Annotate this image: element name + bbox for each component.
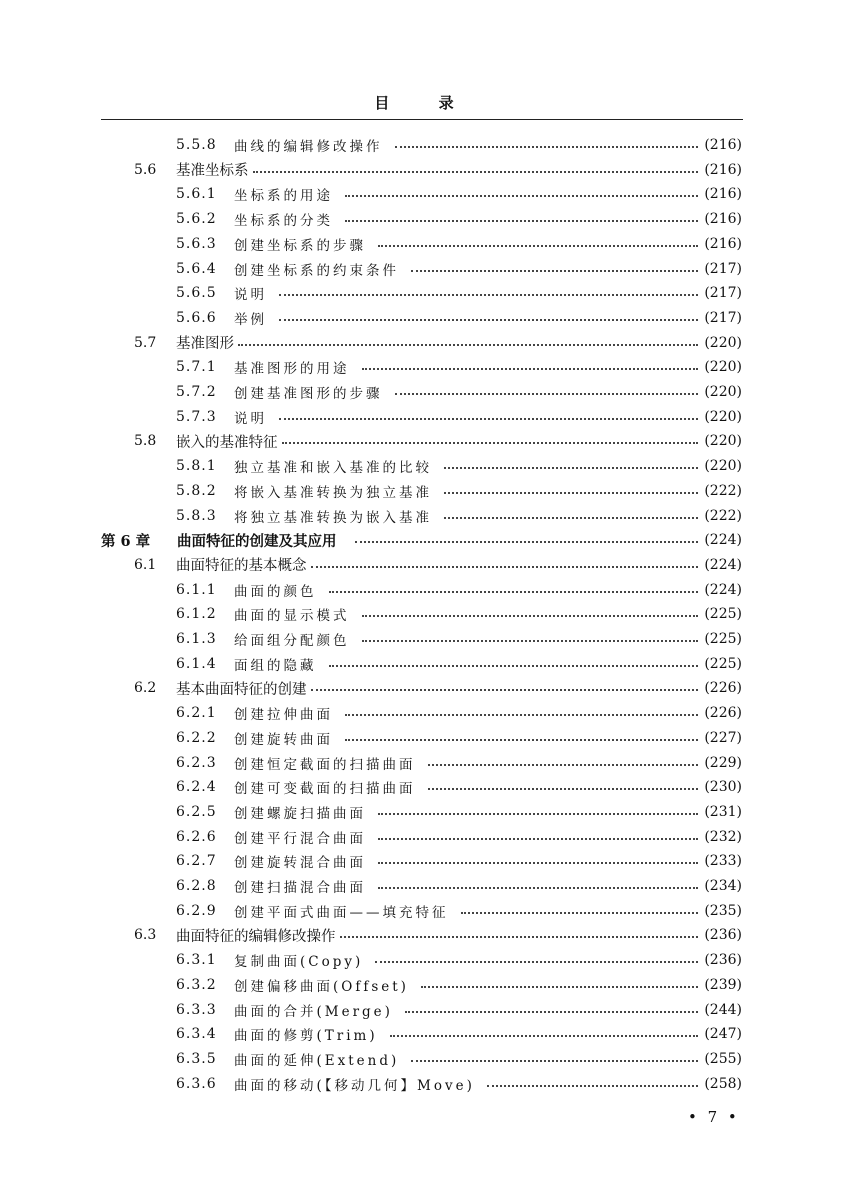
dot-leader (378, 813, 698, 815)
dot-leader (311, 689, 699, 691)
toc-subsection[interactable] (176, 405, 742, 429)
dot-leader (282, 442, 699, 444)
toc-number: 6.3.3 (176, 1001, 217, 1018)
toc-number: 5.6.5 (176, 285, 217, 302)
toc-title: 创建平面式曲面——填充特征 (234, 904, 449, 921)
dot-leader (362, 615, 699, 617)
toc-title: 创建可变截面的扫描曲面 (234, 781, 416, 798)
toc-number: 6.3.6 (176, 1075, 217, 1092)
toc-page: (227) (704, 729, 742, 746)
toc-chapter[interactable] (101, 528, 742, 552)
toc-page: (225) (704, 655, 742, 672)
toc-subsection[interactable] (176, 1022, 742, 1046)
toc-number: 5.6.6 (176, 309, 217, 326)
toc-title: 说明 (234, 287, 267, 304)
toc-title: 独立基准和嵌入基准的比较 (234, 460, 432, 477)
toc-title: 创建旋转曲面 (234, 731, 333, 748)
toc-page: (231) (704, 803, 742, 820)
toc-page: (216) (704, 186, 742, 203)
dot-leader (395, 393, 699, 395)
dot-leader (428, 788, 699, 790)
toc-section[interactable] (134, 923, 742, 947)
dot-leader (375, 961, 698, 963)
toc-number: 6.2.5 (176, 803, 217, 820)
toc-page: (216) (704, 211, 742, 228)
toc-number: 5.8.2 (176, 482, 217, 499)
toc-subsection[interactable] (176, 652, 742, 676)
toc-page: (239) (704, 976, 742, 993)
toc-subsection[interactable] (176, 825, 742, 849)
toc-page: (220) (704, 359, 742, 376)
toc-number: 6.2.1 (176, 705, 217, 722)
toc-title: 曲线的编辑修改操作 (234, 139, 383, 155)
toc-number: 6.2 (134, 680, 157, 697)
toc-title: 曲面的移动(【移动几何】Move) (234, 1077, 475, 1094)
toc-title: 创建偏移曲面(Offset) (234, 978, 409, 995)
toc-page: (244) (704, 1001, 742, 1018)
toc-subsection[interactable] (176, 701, 742, 725)
toc-page: (258) (704, 1075, 742, 1092)
toc-page: (225) (704, 631, 742, 647)
toc-page: (232) (704, 828, 742, 845)
toc-page: (216) (704, 161, 742, 178)
dot-leader (253, 171, 699, 173)
toc-title: 给面组分配颜色 (234, 633, 350, 649)
dot-leader (461, 912, 699, 914)
toc-section[interactable] (134, 158, 742, 182)
toc-subsection[interactable] (176, 602, 742, 626)
toc-page: (220) (704, 334, 742, 351)
toc-title: 创建旋转混合曲面 (234, 855, 366, 872)
dot-leader (345, 739, 698, 741)
toc-subsection[interactable] (176, 479, 742, 503)
toc-number: 6.2.2 (176, 729, 217, 746)
toc-section[interactable] (134, 553, 742, 577)
dot-leader (378, 245, 698, 247)
toc-number: 6.3.2 (176, 976, 217, 993)
toc-number: 5.6.3 (176, 235, 217, 252)
toc-subsection[interactable] (176, 726, 742, 750)
toc-number: 5.7.3 (176, 408, 217, 425)
toc-title: 基准图形的用途 (234, 361, 350, 378)
dot-leader (279, 418, 698, 420)
dot-leader (311, 566, 699, 568)
toc-page: (247) (704, 1026, 742, 1043)
toc-page: (255) (704, 1050, 742, 1067)
dot-leader (411, 270, 698, 272)
toc-subsection[interactable] (176, 257, 742, 281)
toc-number: 5.6.4 (176, 260, 217, 277)
toc-page: (222) (704, 507, 742, 524)
toc-page: (226) (704, 705, 742, 722)
toc-subsection[interactable] (176, 133, 742, 157)
dot-leader (487, 1085, 698, 1087)
toc-number: 5.7 (134, 334, 157, 351)
toc-title: 曲面特征的创建及其应用 (177, 532, 337, 550)
toc-page: (217) (704, 260, 742, 277)
toc-number: 5.6.1 (176, 186, 217, 203)
toc-title: 将嵌入基准转换为独立基准 (234, 484, 432, 501)
dot-leader (395, 146, 699, 148)
toc-number: 5.7.2 (176, 384, 217, 400)
toc-title: 创建基准图形的步骤 (234, 386, 383, 402)
toc-subsection[interactable] (176, 182, 742, 206)
toc-page: (224) (704, 556, 742, 573)
toc-title: 曲面特征的基本概念 (176, 558, 307, 575)
toc-title: 创建螺旋扫描曲面 (234, 805, 366, 822)
toc-title: 曲面的延伸(Extend) (234, 1052, 400, 1069)
toc-number: 第 6 章 (101, 532, 151, 550)
toc-page: (234) (704, 878, 742, 894)
toc-subsection[interactable] (176, 998, 742, 1022)
toc-title: 曲面的颜色 (234, 583, 317, 600)
toc-page: (233) (704, 853, 742, 870)
toc-title: 曲面的显示模式 (234, 608, 350, 625)
toc-section[interactable] (134, 676, 742, 700)
toc-subsection[interactable] (176, 454, 742, 478)
toc-title: 举例 (234, 311, 267, 328)
toc-title: 创建恒定截面的扫描曲面 (234, 756, 416, 773)
dot-leader (345, 195, 698, 197)
toc-number: 5.5.8 (176, 137, 217, 153)
toc-page: (224) (704, 581, 742, 598)
toc-title: 复制曲面(Copy) (234, 954, 364, 971)
dot-leader (428, 764, 699, 766)
page-header-title: 目 录 (374, 94, 476, 112)
dot-leader (411, 1060, 698, 1062)
toc-section[interactable] (134, 429, 742, 453)
dot-leader (345, 714, 698, 716)
toc-subsection[interactable] (176, 948, 742, 972)
toc-page: (220) (704, 408, 742, 425)
toc-page: (235) (704, 902, 742, 919)
toc-page: (226) (704, 680, 742, 697)
dot-leader (345, 220, 698, 222)
dot-leader (329, 591, 699, 593)
toc-number: 6.2.8 (176, 878, 217, 894)
toc-page: (216) (704, 137, 742, 153)
toc-number: 6.2.6 (176, 828, 217, 845)
toc-title: 曲面的修剪(Trim) (234, 1028, 378, 1045)
toc-page: (229) (704, 754, 742, 771)
dot-leader (238, 344, 698, 346)
toc-title: 坐标系的用途 (234, 188, 333, 205)
toc-title: 基准图形 (176, 336, 234, 353)
toc-title: 创建平行混合曲面 (234, 830, 366, 847)
toc-page: (236) (704, 927, 742, 944)
dot-leader (279, 319, 698, 321)
toc-number: 6.3.5 (176, 1050, 217, 1067)
toc-title: 基准坐标系 (176, 163, 249, 180)
toc-page: (222) (704, 482, 742, 499)
toc-number: 6.3.1 (176, 952, 217, 969)
toc-title: 曲面特征的编辑修改操作 (176, 928, 336, 945)
toc-subsection[interactable] (176, 627, 742, 651)
page-number: • 7 • (688, 1108, 740, 1126)
toc-title: 创建拉伸曲面 (234, 707, 333, 724)
toc-subsection[interactable] (176, 751, 742, 775)
toc-number: 5.8.3 (176, 507, 217, 524)
toc-page: (220) (704, 458, 742, 475)
dot-leader (362, 640, 699, 642)
toc-subsection[interactable] (176, 207, 742, 231)
toc-number: 6.2.9 (176, 902, 217, 919)
toc-number: 6.3.4 (176, 1026, 217, 1043)
toc-number: 6.2.4 (176, 779, 217, 796)
toc-page: (217) (704, 309, 742, 326)
toc-subsection[interactable] (176, 578, 742, 602)
toc-subsection[interactable] (176, 281, 742, 305)
toc-number: 6.1.3 (176, 631, 217, 647)
dot-leader (444, 467, 698, 469)
dot-leader (390, 1035, 699, 1037)
toc-subsection[interactable] (176, 775, 742, 799)
dot-leader (405, 1011, 698, 1013)
dot-leader (378, 838, 698, 840)
toc-number: 5.8 (134, 433, 157, 450)
toc-page: (217) (704, 285, 742, 302)
dot-leader (355, 541, 699, 543)
toc-subsection[interactable] (176, 973, 742, 997)
toc-title: 嵌入的基准特征 (176, 434, 278, 451)
toc-title: 曲面的合并(Merge) (234, 1003, 393, 1020)
toc-number: 6.1.4 (176, 655, 217, 672)
dot-leader (444, 492, 698, 494)
dot-leader (421, 986, 698, 988)
toc-title: 将独立基准转换为嵌入基准 (234, 509, 432, 526)
toc-number: 6.2.7 (176, 853, 217, 870)
toc-subsection[interactable] (176, 504, 742, 528)
dot-leader (362, 368, 699, 370)
dot-leader (329, 665, 699, 667)
toc-subsection[interactable] (176, 355, 742, 379)
toc-title: 创建坐标系的约束条件 (234, 262, 399, 279)
toc-page: (236) (704, 952, 742, 969)
toc-subsection[interactable] (176, 1047, 742, 1071)
toc-title: 创建坐标系的步骤 (234, 237, 366, 254)
toc-number: 6.1 (134, 556, 157, 573)
toc-title: 说明 (234, 410, 267, 427)
toc-number: 6.1.2 (176, 606, 217, 623)
header-rule (101, 119, 743, 120)
toc-title: 面组的隐藏 (234, 657, 317, 674)
toc-number: 5.6 (134, 161, 157, 178)
toc-subsection[interactable] (176, 232, 742, 256)
toc-number: 6.3 (134, 927, 157, 944)
toc-number: 6.2.3 (176, 754, 217, 771)
toc-page: (220) (704, 433, 742, 450)
toc-title: 创建扫描混合曲面 (234, 880, 366, 896)
dot-leader (444, 517, 698, 519)
toc-page: (220) (704, 384, 742, 400)
toc-number: 5.7.1 (176, 359, 217, 376)
dot-leader (279, 294, 698, 296)
toc-subsection[interactable] (176, 800, 742, 824)
toc-subsection[interactable] (176, 380, 742, 404)
toc-subsection[interactable] (176, 306, 742, 330)
toc-subsection[interactable] (176, 874, 742, 898)
toc-section[interactable] (134, 331, 742, 355)
toc-title: 基本曲面特征的创建 (176, 681, 307, 698)
toc-subsection[interactable] (176, 1072, 742, 1096)
dot-leader (340, 936, 699, 938)
dot-leader (378, 862, 698, 864)
toc-page: (224) (704, 532, 742, 549)
toc-title: 坐标系的分类 (234, 213, 333, 230)
toc-page: (225) (704, 606, 742, 623)
toc-subsection[interactable] (176, 899, 742, 923)
dot-leader (378, 887, 698, 889)
toc-subsection[interactable] (176, 849, 742, 873)
toc-page: (230) (704, 779, 742, 796)
toc-number: 6.1.1 (176, 581, 217, 598)
toc-number: 5.8.1 (176, 458, 217, 475)
toc-page: (216) (704, 235, 742, 252)
toc-number: 5.6.2 (176, 211, 217, 228)
